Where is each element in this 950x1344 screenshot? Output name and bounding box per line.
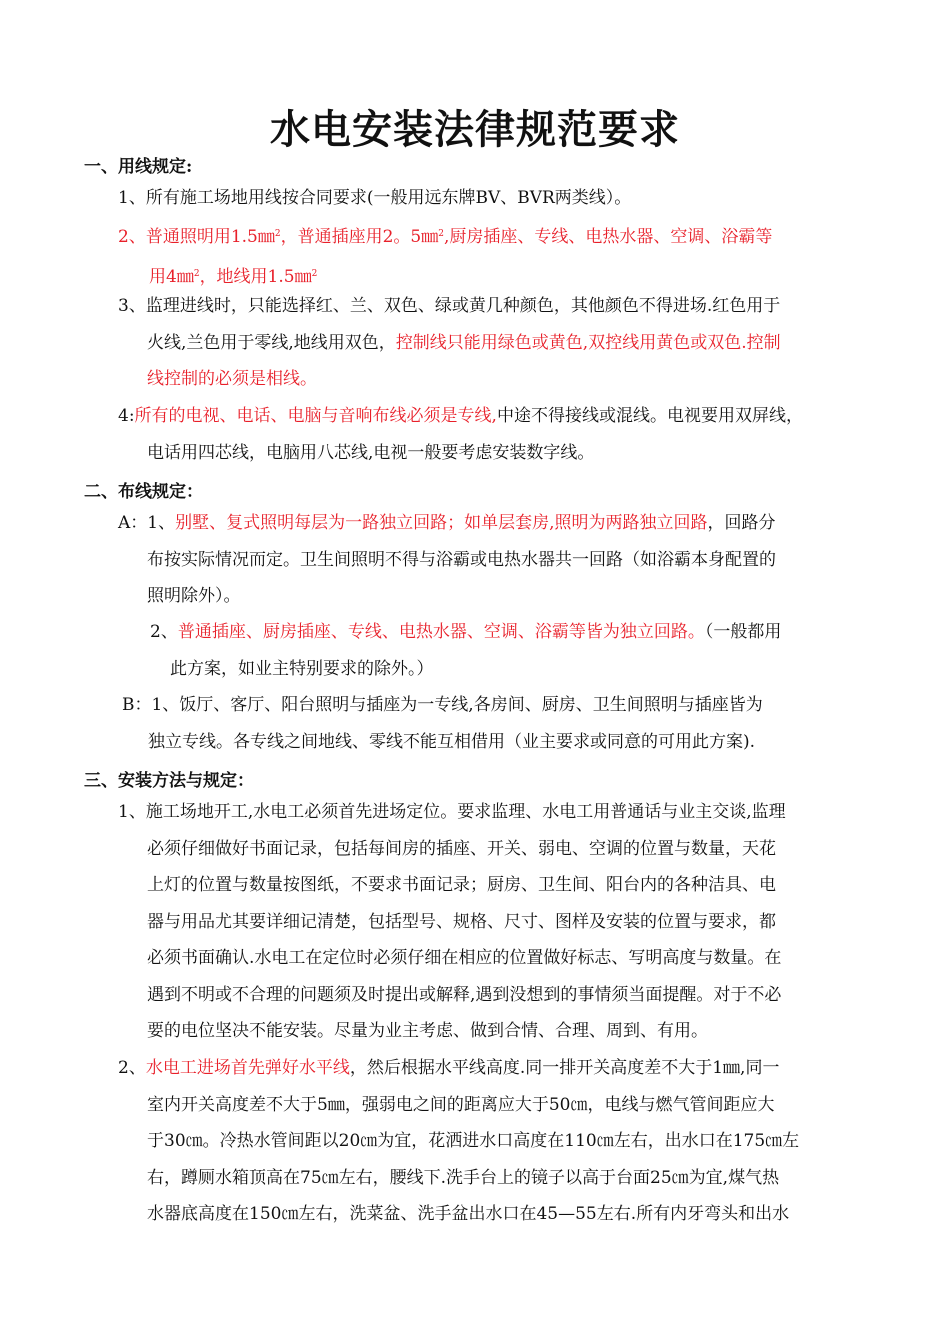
page-title: 水电安装法律规范要求	[270, 106, 680, 153]
text-line: 1、施工场地开工,水电工必须首先进场定位。要求监理、水电工用普通话与业主交谈,监理	[118, 802, 786, 822]
text-line: 布按实际情况而定。卫生间照明不得与浴霸或电热水器共一回路（如浴霸本身配置的	[147, 549, 776, 570]
text-line: 上灯的位置与数量按图纸，不要求书面记录；厨房、卫生间、阳台内的各种洁具、电	[147, 875, 776, 895]
text-line: 器与用品尤其要详细记清楚，包括型号、规格、尺寸、图样及安装的位置与要求，都	[147, 911, 776, 932]
section-heading-wiring-rules: 一、用线规定:	[84, 157, 193, 177]
text-line: 独立专线。各专线之间地线、零线不能互相借用（业主要求或同意的可用此方案).	[148, 731, 756, 752]
text-line: 线控制的必须是相线。	[147, 369, 317, 389]
text-line: 遇到不明或不合理的问题须及时提出或解释,遇到没想到的事情须当面提醒。对于不必	[147, 984, 782, 1005]
text-line: 电话用四芯线，电脑用八芯线,电视一般要考虑安装数字线。	[147, 442, 595, 463]
text-line: 必须仔细做好书面记录，包括每间房的插座、开关、弱电、空调的位置与数量，天花	[147, 838, 776, 859]
paragraph-3-1	[118, 794, 786, 1050]
text-line: A：1、别墅、复式照明每层为一路独立回路；如单层套房,照明为两路独立回路，回路分	[118, 513, 776, 533]
paragraph-3-2	[118, 1050, 799, 1233]
text-line: 于30㎝。冷热水管间距以20㎝为宜，花洒进水口高度在110㎝左右，出水口在175㎝左	[147, 1131, 800, 1151]
paragraph-1-2	[118, 216, 772, 295]
text-line: 2、普通照明用1.5㎜$^2$，普通插座用2。5㎜$^2$,厨房插座、专线、电热水器、空调、浴霸等	[118, 227, 773, 247]
text-line: B：1、饭厅、客厅、阳台照明与插座为一专线,各房间、厨房、卫生间照明与插座皆为	[122, 695, 763, 715]
text-line: 必须书面确认.水电工在定位时必须仔细在相应的位置做好标志、写明高度与数量。在	[147, 948, 782, 968]
paragraph-2-a2	[150, 614, 781, 687]
text-line: 用4㎜$^2$，地线用1.5㎜$^2$	[149, 266, 318, 287]
text-line: 3、监理进线时，只能选择红、兰、双色、绿或黄几种颜色，其他颜色不得进场.红色用于	[118, 296, 781, 316]
paragraph-2-b1	[122, 687, 763, 760]
text-line: 2、普通插座、厨房插座、专线、电热水器、空调、浴霸等皆为独立回路。（一般都用	[150, 622, 782, 642]
paragraph-2-a1	[118, 505, 776, 615]
text-line: 照明除外）。	[147, 586, 241, 606]
text-line: 1、所有施工场地用线按合同要求(一般用远东牌BV、BVR两类线）。	[118, 188, 632, 208]
section-heading-routing-rules: 二、布线规定：	[84, 482, 203, 502]
text-line: 水器底高度在150㎝左右，洗菜盆、洗手盆出水口在45—55左右.所有内牙弯头和出水	[147, 1204, 790, 1224]
paragraph-1-1	[118, 180, 631, 217]
text-line: 2、水电工进场首先弹好水平线，然后根据水平线高度.同一排开关高度差不大于1㎜,同一	[118, 1058, 780, 1078]
paragraph-1-4	[118, 398, 803, 471]
section-heading-installation: 三、安装方法与规定：	[84, 771, 254, 791]
text-line: 要的电位坚决不能安装。尽量为业主考虑、做到合情、合理、周到、有用。	[147, 1021, 708, 1041]
text-line: 室内开关高度差不大于5㎜，强弱电之间的距离应大于50㎝，电线与燃气管间距应大	[147, 1094, 775, 1115]
text-line: 右，蹲厕水箱顶高在75㎝左右，腰线下.洗手台上的镜子以高于台面25㎝为宜,煤气热	[147, 1167, 780, 1188]
text-line: 4:所有的电视、电话、电脑与音响布线必须是专线,中途不得接线或混线。电视要用双屏线，	[118, 406, 803, 426]
text-line: 此方案，如业主特别要求的除外。）	[170, 658, 434, 679]
text-line: 火线,兰色用于零线,地线用双色，控制线只能用绿色或黄色,双控线用黄色或双色.控制	[147, 332, 781, 353]
paragraph-1-3	[118, 288, 781, 398]
